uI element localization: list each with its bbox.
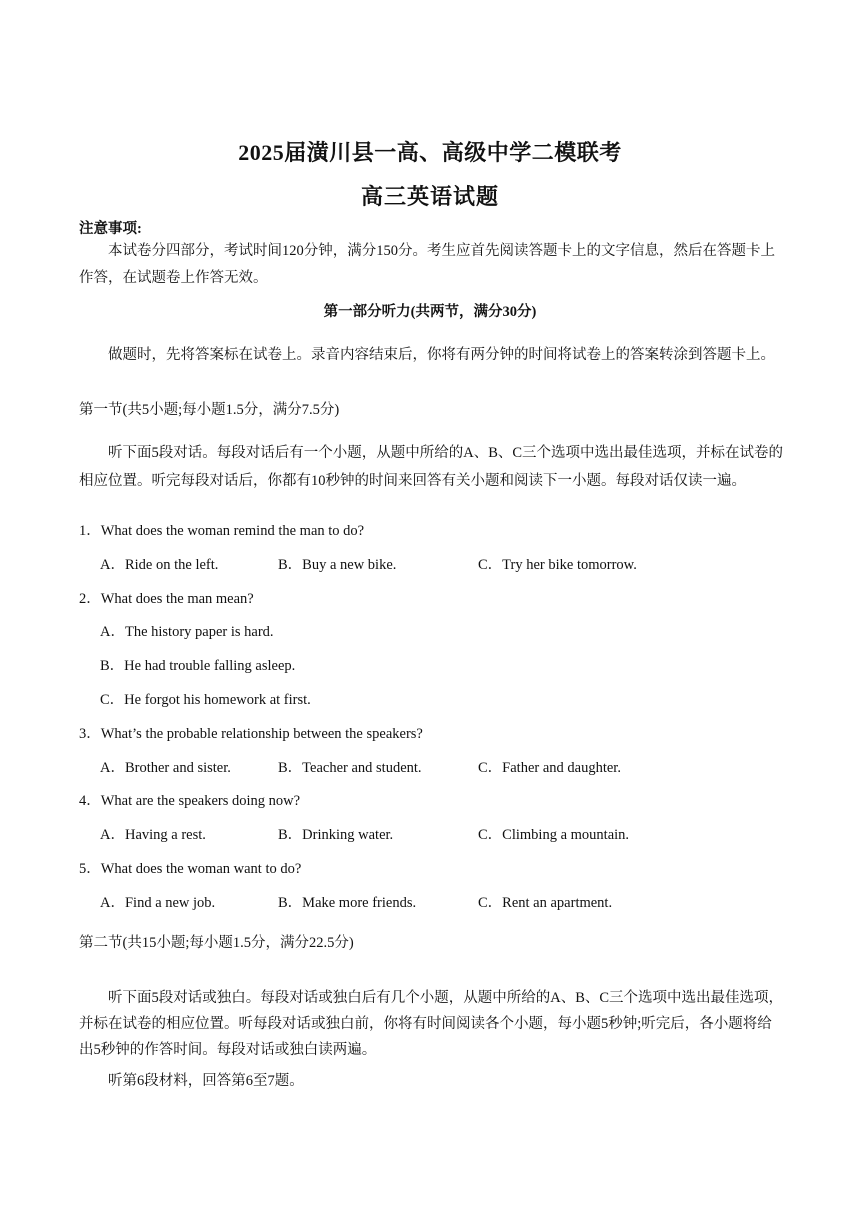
section2-material: 听第6段材料，回答第6至7题。 <box>108 1073 304 1089</box>
section1-instructions: 听下面5段对话。每段对话后有一个小题，从题中所给的A、B、C三个选项中选出最佳选项，并标在试卷的相应位置。听完每段对话后，你都有10秒钟的时间来回答有关小题和阅读下一小题。每段对话仅读一遍。 <box>79 445 784 489</box>
option-b: B．He had trouble falling asleep. <box>100 658 296 674</box>
option-a: A．Having a rest. <box>100 827 206 843</box>
question-stem: 1．What does the woman remind the man to do? <box>79 523 365 539</box>
notice-heading: 注意事项: <box>79 221 142 237</box>
part1-heading: 第一部分听力(共两节，满分30分) <box>323 304 537 320</box>
option-c: C．Rent an apartment. <box>478 895 613 911</box>
section2-heading: 第二节(共15小题;每小题1.5分，满分22.5分) <box>79 935 354 951</box>
notice-body: 本试卷分四部分，考试时间120分钟，满分150分。考生应首先阅读答题卡上的文字信息，然后在答题卡上作答，在试题卷上作答无效。 <box>79 243 775 286</box>
option-b: B．Buy a new bike. <box>278 557 397 573</box>
option-b: B．Drinking water. <box>278 827 394 843</box>
question-stem: 2．What does the man mean? <box>79 591 254 607</box>
option-b: B．Make more friends. <box>278 895 417 911</box>
option-a: A．Brother and sister. <box>100 760 231 776</box>
option-c: C．Try her bike tomorrow. <box>478 557 637 573</box>
option-c: C．He forgot his homework at first. <box>100 692 311 708</box>
exam-subtitle: 高三英语试题 <box>360 184 499 209</box>
question-stem: 4．What are the speakers doing now? <box>79 793 301 809</box>
option-a: A．Find a new job. <box>100 895 216 911</box>
option-c: C．Climbing a mountain. <box>478 827 630 843</box>
section1-heading: 第一节(共5小题;每小题1.5分，满分7.5分) <box>79 402 340 418</box>
option-c: C．Father and daughter. <box>478 760 621 776</box>
exam-title: 2025届潢川县一高、高级中学二模联考 <box>238 140 622 165</box>
option-a: A．Ride on the left. <box>100 557 219 573</box>
question-stem: 5．What does the woman want to do? <box>79 861 302 877</box>
option-b: B．Teacher and student. <box>278 760 422 776</box>
question-stem: 3．What’s the probable relationship between the speakers? <box>79 726 423 742</box>
option-a: A．The history paper is hard. <box>100 624 274 640</box>
section2-instructions: 听下面5段对话或独白。每段对话或独白后有几个小题，从题中所给的A、B、C三个选项中选出最佳选项，并标在试卷的相应位置。听每段对话或独白前，你将有时间阅读各个小题，每小题5秒钟;听完后，各小题将给出5秒钟的作答时间。每段对话或独白读两遍。 <box>79 990 784 1058</box>
part1-instructions: 做题时，先将答案标在试卷上。录音内容结束后，你将有两分钟的时间将试卷上的答案转涂到答题卡上。 <box>108 347 775 363</box>
